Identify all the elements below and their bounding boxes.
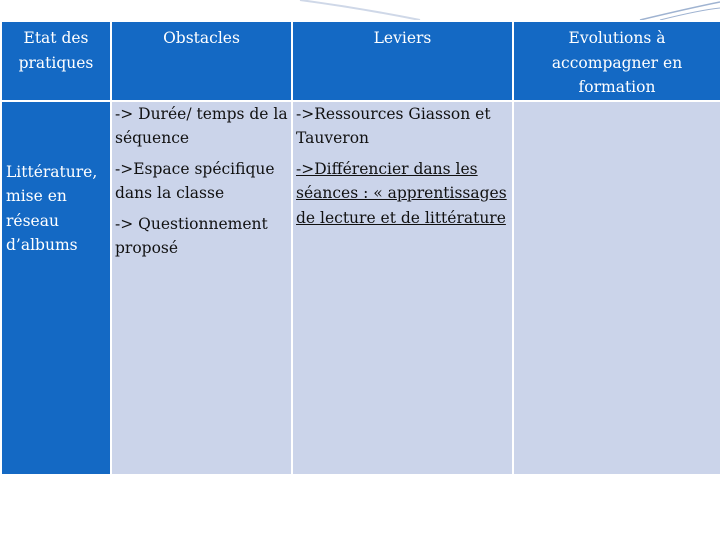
obstacle-item: ->Espace spécifique dans la classe xyxy=(115,159,275,202)
table-row xyxy=(1,101,720,475)
levier-item: ->Ressources Giasson et Tauveron xyxy=(296,104,491,147)
header-evolutions-cell xyxy=(513,21,720,101)
evolutions-cell xyxy=(513,101,720,475)
leviers-cell xyxy=(292,101,513,475)
practices-table xyxy=(0,20,720,476)
levier-link[interactable]: ->Différencier dans les séances : « apprentissages de lecture et de littérature xyxy=(296,159,507,227)
header-obstacles: Obstacles xyxy=(163,29,240,47)
obstacles-cell xyxy=(111,101,292,475)
header-etat-cell xyxy=(1,21,111,101)
header-row xyxy=(1,21,720,101)
pratique-cell xyxy=(1,101,111,475)
header-leviers: Leviers xyxy=(373,29,432,47)
obstacle-item: -> Questionnement proposé xyxy=(115,214,268,257)
header-evolutions: Evolutions à accompagner en formation xyxy=(551,29,683,96)
obstacle-item: -> Durée/ temps de la séquence xyxy=(115,104,288,147)
header-obstacles-cell xyxy=(111,21,292,101)
header-leviers-cell xyxy=(292,21,513,101)
header-etat: Etat des pratiques xyxy=(18,29,94,72)
pratique-label: Littérature, mise en réseau d’albums xyxy=(6,162,98,254)
